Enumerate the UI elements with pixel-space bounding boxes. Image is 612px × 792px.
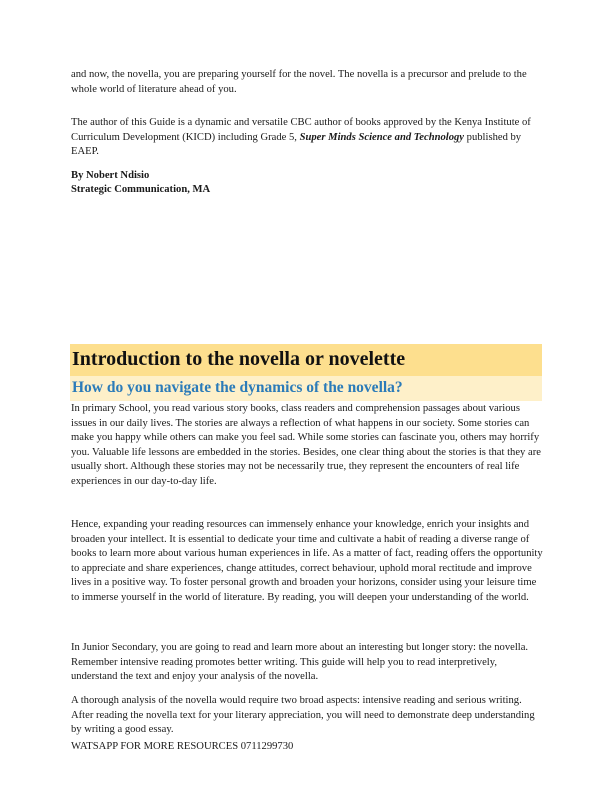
footer-contact: WATSAPP FOR MORE RESOURCES 0711299730 — [71, 741, 294, 752]
section-subheading-band — [70, 376, 542, 401]
author-credential: Strategic Communication, MA — [71, 184, 211, 195]
intro-continuation-paragraph: and now, the novella, you are preparing yourself for the novel. The novella is a precursor and prelude to the whole world of literature ahead of you. — [71, 69, 527, 95]
author-bio-publisher: published by EAEP. — [71, 131, 522, 158]
section-subheading: How do you navigate the dynamics of the novella? — [72, 379, 403, 396]
section-heading: Introduction to the novella or novelette — [72, 348, 406, 370]
body-paragraph-2: Hence, expanding your reading resources can immensely enhance your knowledge, enrich your insights and broaden your intellect. It is essential to dedicate your time and cultivate a habit of reading a diverse range of books to learn more about various human experiences in life. As a matter of fact, reading offers the opportunity to appreciate and share experiences, change attitudes, correct behaviour, uphold moral rectitude and improve lives in a positive way. To foster personal growth and broaden your horizons, consider using your leisure time to immerse yourself in the world of literature. By reading, you will deepen your understanding of the world. — [71, 519, 543, 603]
book-title: Super Minds Science and Technology — [299, 131, 465, 143]
author-bio-text: The author of this Guide is a dynamic and versatile CBC author of books approved by the Kenya Institute of Curriculum Development (KICD) including Grade 5, — [71, 117, 531, 143]
body-paragraph-4: A thorough analysis of the novella would require two broad aspects: intensive reading and serious writing. After reading the novella text for your literary appreciation, you will need to demonstrate deep understanding by writing a good essay. — [71, 695, 535, 736]
body-paragraph-3: In Junior Secondary, you are going to read and learn more about an interesting but longer story: the novella. Remember intensive reading promotes better writing. This guide will help you to read interpretively, understand the text and enjoy your analysis of the novella. — [71, 642, 529, 683]
byline: By Nobert Ndisio — [71, 170, 150, 181]
body-paragraph-1: In primary School, you read various story books, class readers and comprehension passages about various issues in our daily lives. The stories are always a reflection of what happens in our society. Some stories can make you happy while others can make you feel sad. While some stories can fascinate you, others may horrify you. Valuable life lessons are embedded in the stories. Besides, one clear thing about the stories is that they are usually short. Although these stories may not be necessarily true, they represent the encounters of real life experiences in our day-to-day life. — [71, 403, 541, 487]
section-heading-band — [70, 344, 542, 376]
author-bio-paragraph — [71, 116, 543, 160]
